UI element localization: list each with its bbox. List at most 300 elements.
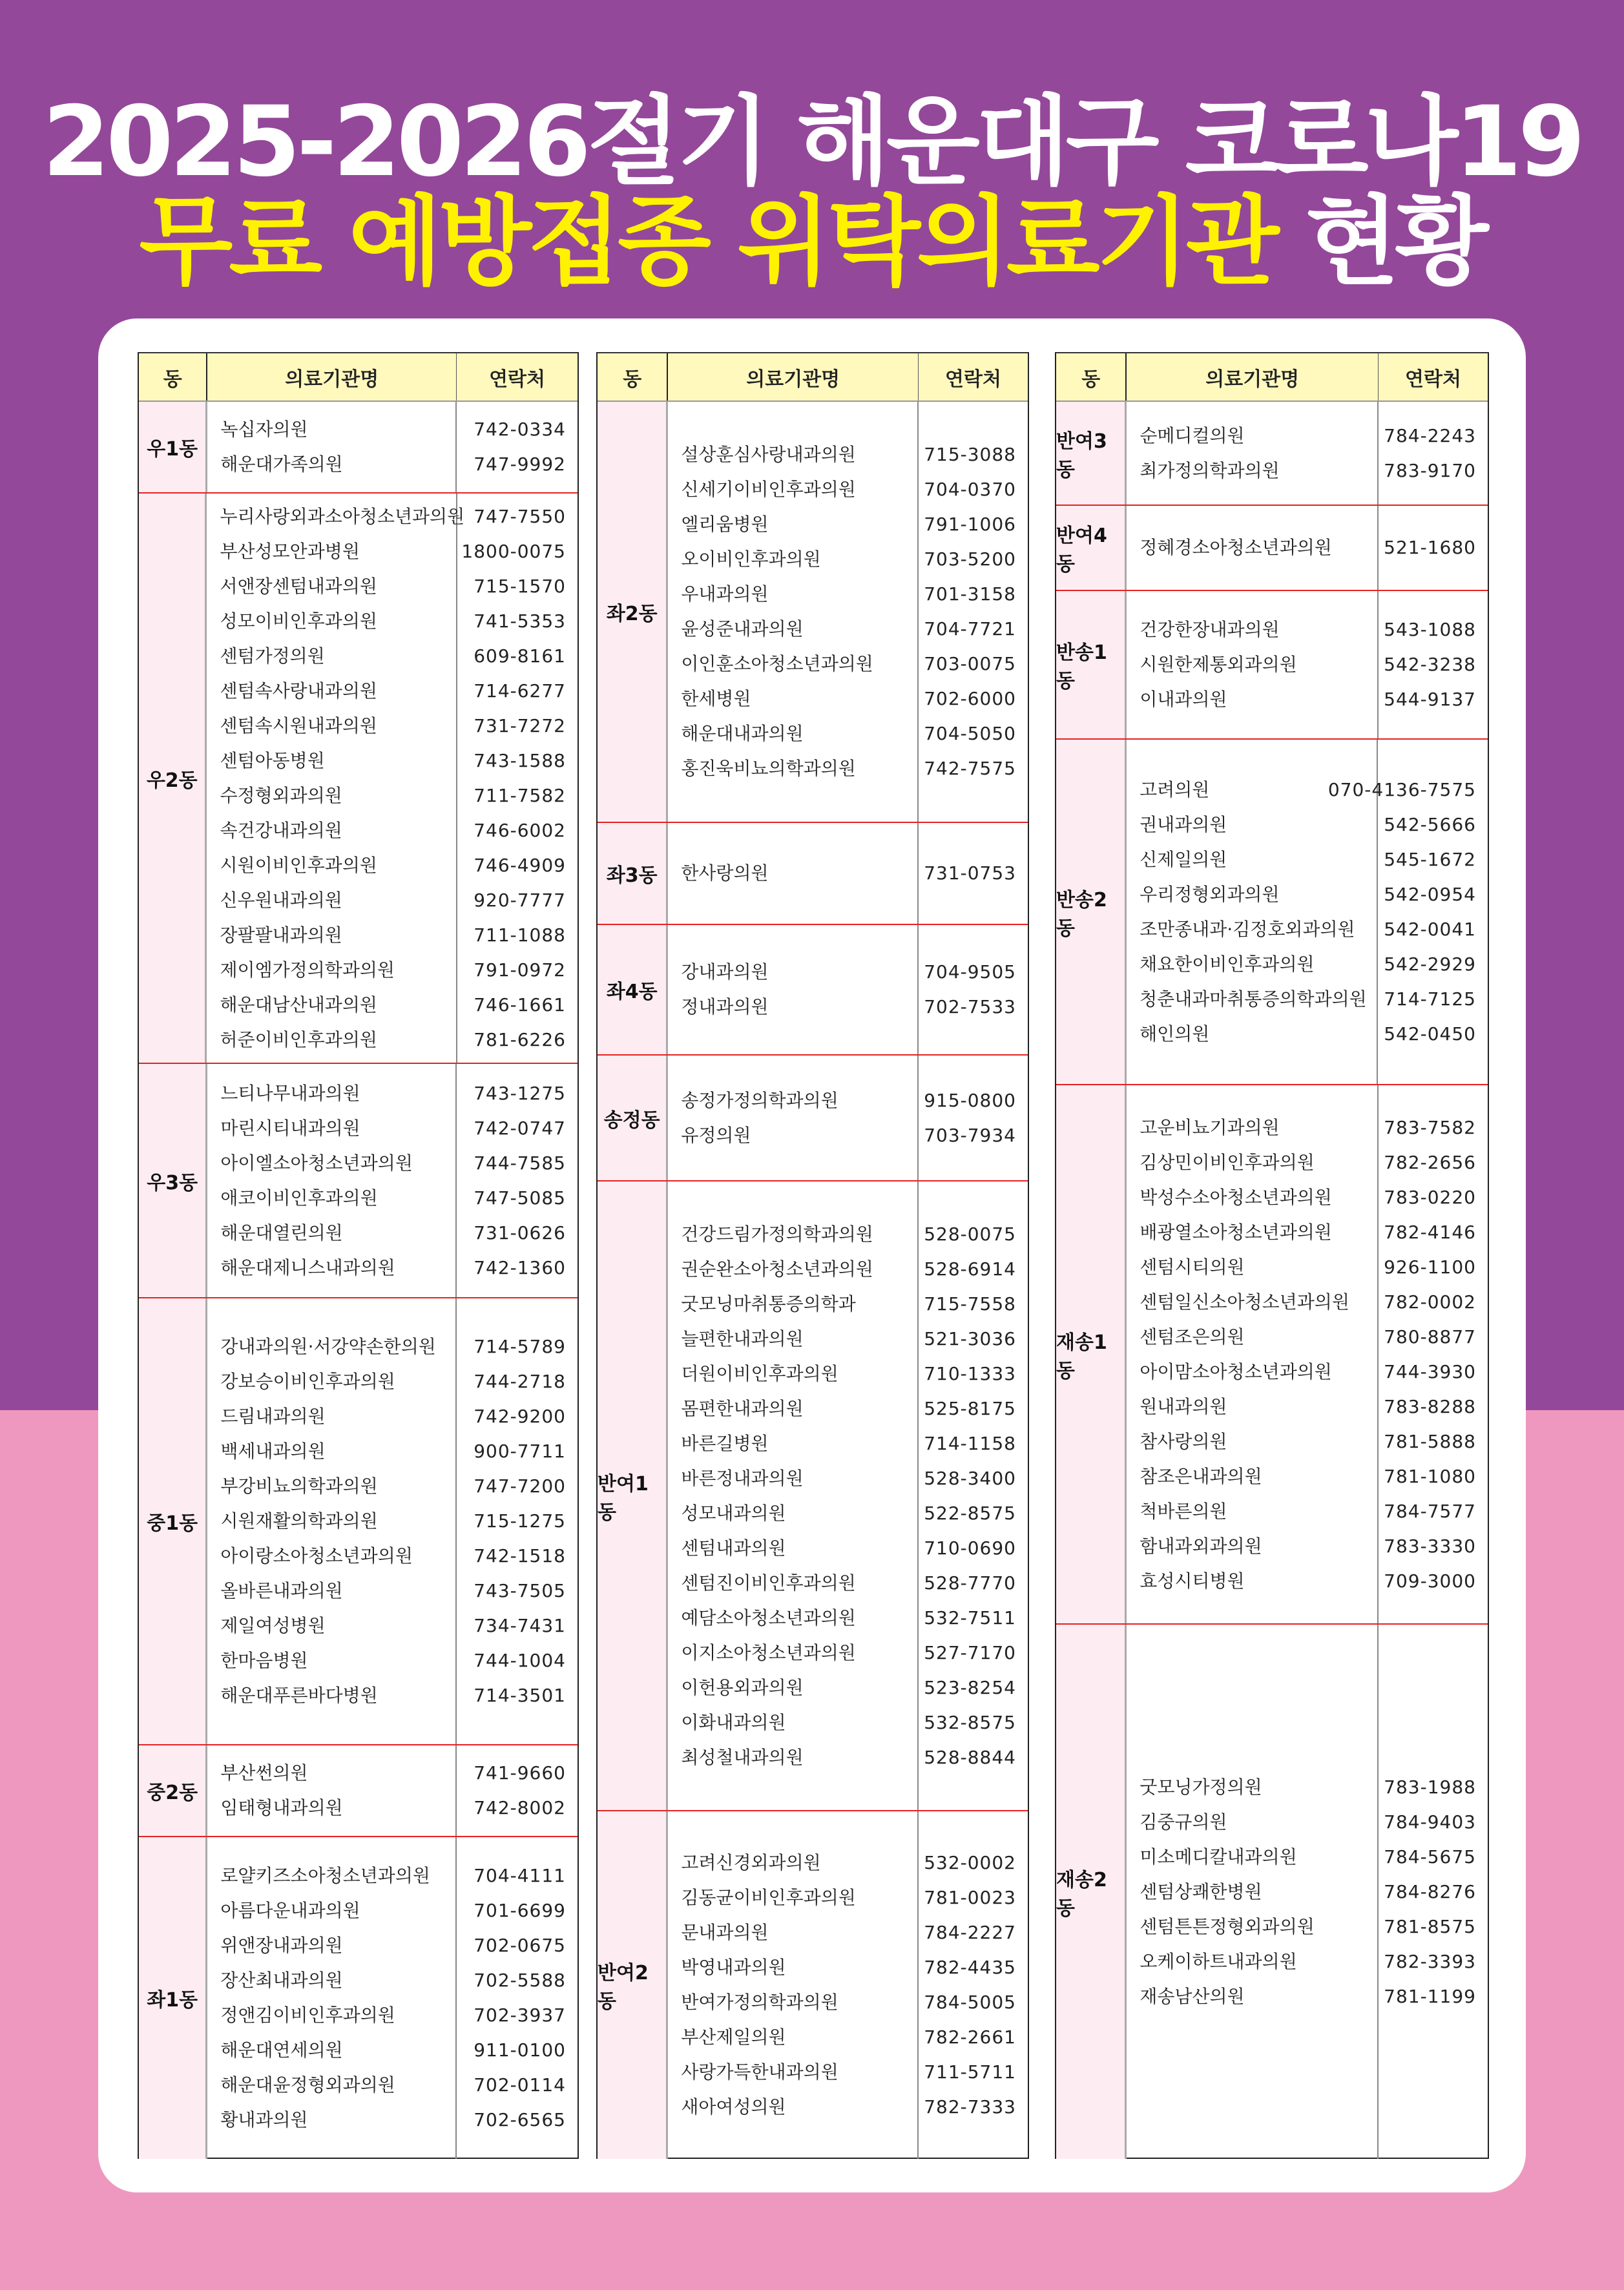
dong-label: 반여2동 bbox=[598, 1811, 668, 2159]
clinic-phone: 714-5789 bbox=[474, 1336, 566, 1357]
clinic-phone: 744-7585 bbox=[474, 1152, 566, 1174]
clinic-name: 이인훈소아청소년과의원 bbox=[681, 653, 873, 674]
clinic-name: 최성철내과의원 bbox=[681, 1746, 804, 1768]
clinic-name: 부산제일의원 bbox=[681, 2026, 786, 2048]
clinic-phone: 746-6002 bbox=[474, 819, 566, 841]
clinic-name: 강내과의원 bbox=[681, 961, 769, 983]
dong-group bbox=[1056, 506, 1488, 591]
clinic-name-column bbox=[668, 925, 919, 1054]
clinic-phone: 791-0972 bbox=[474, 959, 566, 981]
clinic-name: 신제일의원 bbox=[1140, 848, 1227, 870]
clinic-phone: 782-2656 bbox=[1384, 1151, 1476, 1173]
clinic-name: 성모이비인후과의원 bbox=[220, 610, 377, 632]
dong-group bbox=[139, 1298, 578, 1745]
clinic-name: 김동균이비인후과의원 bbox=[681, 1887, 856, 1908]
clinic-name: 시원이비인후과의원 bbox=[220, 854, 377, 876]
clinic-phone: 704-5050 bbox=[924, 723, 1016, 744]
clinic-phone: 703-0075 bbox=[924, 653, 1016, 674]
table-header bbox=[139, 353, 578, 402]
clinic-name: 아름다운내과의원 bbox=[220, 1900, 360, 1921]
clinic-name: 서앤장센텀내과의원 bbox=[220, 575, 377, 597]
table-header bbox=[1056, 353, 1488, 402]
clinic-phone: 783-9170 bbox=[1384, 459, 1476, 481]
clinic-phone: 710-0690 bbox=[924, 1537, 1016, 1559]
clinic-phone: 782-0002 bbox=[1384, 1291, 1476, 1313]
dong-group bbox=[139, 1837, 578, 2159]
clinic-phone: 742-0334 bbox=[474, 419, 566, 440]
clinic-phone: 782-4435 bbox=[924, 1957, 1016, 1978]
clinic-name: 최가정의학과의원 bbox=[1140, 459, 1280, 481]
clinic-name: 정앤김이비인후과의원 bbox=[220, 2004, 395, 2026]
clinic-name-column bbox=[207, 1745, 457, 1836]
clinic-name: 녹십자의원 bbox=[220, 419, 308, 440]
page-title-highlight: 무료 예방접종 위탁의료기관 bbox=[139, 186, 1276, 298]
dong-label: 좌1동 bbox=[139, 1837, 207, 2159]
dong-label: 좌4동 bbox=[598, 925, 668, 1054]
clinic-phone: 742-1518 bbox=[474, 1545, 566, 1567]
clinic-name: 이내과의원 bbox=[1140, 689, 1227, 710]
clinic-phone: 528-6914 bbox=[924, 1258, 1016, 1280]
clinic-phone: 701-3158 bbox=[924, 583, 1016, 605]
header-phone: 연락처 bbox=[1405, 368, 1461, 391]
clinic-phone: 542-5666 bbox=[1384, 813, 1476, 835]
clinic-phone: 784-8276 bbox=[1384, 1880, 1476, 1902]
dong-group bbox=[598, 925, 1028, 1056]
clinic-phone: 703-5200 bbox=[924, 548, 1016, 570]
clinic-name: 김상민이비인후과의원 bbox=[1140, 1151, 1315, 1173]
clinic-phone: 521-1680 bbox=[1384, 537, 1476, 558]
clinic-name: 재송남산의원 bbox=[1140, 1985, 1245, 2007]
clinic-phone: 742-1360 bbox=[474, 1256, 566, 1278]
clinic-phone: 783-0220 bbox=[1384, 1186, 1476, 1208]
clinic-name: 센텀튼튼정형외과의원 bbox=[1140, 1915, 1315, 1937]
clinic-phone-column bbox=[457, 1064, 578, 1297]
clinic-name: 송정가정의학과의원 bbox=[681, 1089, 838, 1111]
header-dong: 동 bbox=[139, 353, 207, 401]
clinic-phone: 747-9992 bbox=[474, 453, 566, 475]
dong-group bbox=[1056, 402, 1488, 506]
dong-group bbox=[139, 1064, 578, 1298]
clinic-phone: 731-7272 bbox=[474, 714, 566, 736]
clinic-phone: 702-6000 bbox=[924, 688, 1016, 709]
clinic-name: 오이비인후과의원 bbox=[681, 548, 821, 570]
clinic-name: 몸편한내과의원 bbox=[681, 1397, 804, 1419]
clinic-name-column bbox=[1127, 1085, 1379, 1623]
dong-label: 재송1동 bbox=[1056, 1085, 1127, 1623]
clinic-name: 신세기이비인후과의원 bbox=[681, 479, 856, 500]
dong-label: 반여1동 bbox=[598, 1181, 668, 1810]
clinic-phone: 784-2243 bbox=[1384, 424, 1476, 446]
clinic-name-column bbox=[668, 402, 919, 822]
clinic-name: 건강한장내과의원 bbox=[1140, 619, 1280, 640]
clinic-name: 건강드림가정의학과의원 bbox=[681, 1223, 873, 1245]
dong-group bbox=[139, 402, 578, 494]
clinic-name-column bbox=[668, 823, 919, 924]
clinic-phone: 741-9660 bbox=[474, 1762, 566, 1784]
clinic-name-column bbox=[207, 494, 465, 1063]
clinic-name: 해운대남산내과의원 bbox=[220, 994, 377, 1015]
table-header bbox=[598, 353, 1028, 402]
clinic-name: 사랑가득한내과의원 bbox=[681, 2061, 838, 2083]
clinic-phone: 704-4111 bbox=[474, 1865, 566, 1886]
dong-label: 우3동 bbox=[139, 1064, 207, 1297]
clinic-phone: 746-1661 bbox=[474, 994, 566, 1015]
clinic-name: 허준이비인후과의원 bbox=[220, 1028, 377, 1050]
clinic-phone: 900-7711 bbox=[474, 1441, 566, 1462]
clinic-name: 한마음병원 bbox=[220, 1650, 308, 1671]
clinic-name: 유정의원 bbox=[681, 1124, 751, 1146]
dong-group bbox=[1056, 740, 1488, 1085]
clinic-name: 오케이하트내과의원 bbox=[1140, 1950, 1297, 1972]
header-phone: 연락처 bbox=[489, 368, 546, 391]
clinic-phone: 780-8877 bbox=[1384, 1326, 1476, 1348]
clinic-phone: 523-8254 bbox=[924, 1676, 1016, 1698]
clinic-phone: 704-0370 bbox=[924, 479, 1016, 500]
page-title-line2 bbox=[0, 187, 1624, 297]
clinic-name: 강보승이비인후과의원 bbox=[220, 1371, 395, 1392]
clinic-name: 해운대푸른바다병원 bbox=[220, 1685, 378, 1706]
clinic-name: 이지소아청소년과의원 bbox=[681, 1641, 856, 1663]
clinic-name: 바른길병원 bbox=[681, 1432, 769, 1454]
clinic-name: 해운대내과의원 bbox=[681, 723, 804, 744]
clinic-phone: 702-7533 bbox=[924, 996, 1016, 1017]
clinic-phone: 743-1275 bbox=[474, 1082, 566, 1104]
clinic-name: 김중규의원 bbox=[1140, 1811, 1227, 1833]
clinic-phone: 744-2718 bbox=[474, 1371, 566, 1392]
clinic-name: 굿모닝마취통증의학과 bbox=[681, 1293, 856, 1315]
header-dong: 동 bbox=[1056, 353, 1127, 401]
clinic-name: 장산최내과의원 bbox=[220, 1970, 343, 1991]
clinic-name: 해운대제니스내과의원 bbox=[220, 1256, 395, 1278]
clinic-name-column bbox=[668, 1811, 919, 2159]
clinic-phone: 527-7170 bbox=[924, 1641, 1016, 1663]
clinic-name: 예담소아청소년과의원 bbox=[681, 1607, 856, 1629]
clinic-name: 느티나무내과의원 bbox=[220, 1082, 360, 1104]
clinic-name-column bbox=[1127, 402, 1379, 505]
dong-label: 중2동 bbox=[139, 1745, 207, 1836]
dong-group bbox=[598, 1181, 1028, 1811]
clinic-name: 함내과외과의원 bbox=[1140, 1535, 1262, 1557]
clinic-phone: 781-8575 bbox=[1384, 1915, 1476, 1937]
clinic-phone: 714-3501 bbox=[474, 1685, 566, 1706]
clinic-phone: 744-3930 bbox=[1384, 1360, 1476, 1382]
clinic-phone: 742-7575 bbox=[924, 758, 1016, 779]
clinic-phone: 742-0747 bbox=[474, 1117, 566, 1139]
clinic-phone: 781-5888 bbox=[1384, 1430, 1476, 1452]
clinic-name: 올바른내과의원 bbox=[220, 1580, 343, 1601]
clinic-name: 해운대연세의원 bbox=[220, 2039, 343, 2061]
clinic-phone: 731-0626 bbox=[474, 1222, 566, 1244]
dong-label: 반여3동 bbox=[1056, 402, 1127, 505]
dong-label: 우2동 bbox=[139, 494, 207, 1063]
clinic-phone: 701-6699 bbox=[474, 1900, 566, 1921]
clinic-phone: 781-0023 bbox=[924, 1887, 1016, 1908]
clinic-name: 순메디컬의원 bbox=[1140, 424, 1245, 446]
clinic-phone: 781-6226 bbox=[474, 1028, 566, 1050]
clinic-phone: 784-7577 bbox=[1384, 1500, 1476, 1522]
clinic-phone: 542-0041 bbox=[1384, 918, 1476, 940]
clinic-name: 더원이비인후과의원 bbox=[681, 1362, 838, 1384]
clinic-name: 새아여성의원 bbox=[681, 2096, 786, 2118]
clinic-phone: 521-3036 bbox=[924, 1327, 1016, 1349]
clinic-name: 마린시티내과의원 bbox=[220, 1117, 360, 1139]
clinic-name: 드림내과의원 bbox=[220, 1406, 326, 1427]
clinic-phone: 784-5005 bbox=[924, 1992, 1016, 2013]
clinic-name: 센텀속사랑내과의원 bbox=[220, 680, 377, 702]
clinic-phone: 915-0800 bbox=[924, 1089, 1016, 1111]
clinic-name: 임태형내과의원 bbox=[220, 1797, 343, 1818]
page-title-rest: 현황 bbox=[1305, 186, 1485, 298]
dong-group bbox=[598, 823, 1028, 925]
clinic-phone: 532-8575 bbox=[924, 1711, 1016, 1733]
clinic-name: 홍진욱비뇨의학과의원 bbox=[681, 758, 856, 779]
clinic-name: 애코이비인후과의원 bbox=[220, 1187, 378, 1209]
clinic-phone: 783-7582 bbox=[1384, 1116, 1476, 1138]
clinic-name-column bbox=[1127, 1625, 1379, 2159]
clinic-name: 배광열소아청소년과의원 bbox=[1140, 1221, 1332, 1243]
clinic-phone-column bbox=[919, 402, 1028, 822]
dong-label: 반송2동 bbox=[1056, 740, 1127, 1084]
clinic-phone: 710-1333 bbox=[924, 1362, 1016, 1384]
dong-group bbox=[139, 1745, 578, 1837]
clinic-phone: 704-9505 bbox=[924, 961, 1016, 983]
clinic-name: 미소메디칼내과의원 bbox=[1140, 1846, 1297, 1868]
clinic-phone: 782-4146 bbox=[1384, 1221, 1476, 1243]
header-name: 의료기관명 bbox=[207, 353, 457, 401]
clinic-phone: 747-5085 bbox=[474, 1187, 566, 1209]
dong-group bbox=[139, 494, 578, 1064]
clinic-phone: 746-4909 bbox=[474, 854, 566, 876]
clinic-phone: 528-8844 bbox=[924, 1746, 1016, 1768]
clinic-phone: 544-9137 bbox=[1384, 689, 1476, 710]
clinic-phone: 528-3400 bbox=[924, 1467, 1016, 1489]
clinic-phone: 702-0675 bbox=[474, 1935, 566, 1956]
clinic-name: 효성시티병원 bbox=[1140, 1570, 1245, 1592]
clinic-name: 윤성준내과의원 bbox=[681, 618, 804, 640]
clinic-phone-column bbox=[1327, 740, 1488, 1084]
clinic-phone: 714-1158 bbox=[924, 1432, 1016, 1454]
clinic-name: 센텀일신소아청소년과의원 bbox=[1140, 1291, 1349, 1313]
clinic-phone: 714-7125 bbox=[1384, 988, 1476, 1010]
clinic-name: 센텀시티의원 bbox=[1140, 1256, 1245, 1278]
clinic-name: 부산성모안과병원 bbox=[220, 540, 360, 562]
clinic-phone: 070-4136-7575 bbox=[1327, 778, 1476, 800]
clinic-phone: 731-0753 bbox=[924, 862, 1016, 884]
clinic-name: 아이맘소아청소년과의원 bbox=[1140, 1360, 1332, 1382]
clinic-name: 정내과의원 bbox=[681, 996, 769, 1017]
dong-group bbox=[1056, 591, 1488, 740]
clinic-phone: 711-5711 bbox=[924, 2061, 1016, 2083]
clinic-phone: 542-0954 bbox=[1384, 883, 1476, 905]
clinic-phone-column bbox=[457, 1837, 578, 2159]
clinic-phone-column bbox=[919, 823, 1028, 924]
dong-group bbox=[598, 1811, 1028, 2159]
clinic-name: 해운대가족의원 bbox=[220, 453, 343, 475]
dong-group bbox=[1056, 1625, 1488, 2159]
clinic-name: 센텀아동병원 bbox=[220, 749, 325, 771]
clinic-phone: 782-2661 bbox=[924, 2026, 1016, 2048]
dong-label: 재송2동 bbox=[1056, 1625, 1127, 2159]
clinic-name-column bbox=[668, 1056, 919, 1180]
clinic-name: 청춘내과마취통증의학과의원 bbox=[1140, 988, 1367, 1010]
clinic-phone: 542-3238 bbox=[1384, 654, 1476, 675]
clinic-name: 부강비뇨의학과의원 bbox=[220, 1475, 378, 1497]
clinic-name-column bbox=[668, 1181, 919, 1810]
clinic-phone: 542-0450 bbox=[1384, 1023, 1476, 1045]
clinic-phone: 709-3000 bbox=[1384, 1570, 1476, 1592]
dong-group bbox=[1056, 1085, 1488, 1625]
clinic-phone: 734-7431 bbox=[474, 1615, 566, 1636]
clinic-table-2 bbox=[596, 352, 1029, 2159]
clinic-name: 우내과의원 bbox=[681, 583, 769, 605]
clinic-name: 고운비뇨기과의원 bbox=[1140, 1116, 1280, 1138]
clinic-phone: 711-7582 bbox=[474, 784, 566, 806]
clinic-phone: 711-1088 bbox=[474, 924, 566, 946]
clinic-phone: 747-7200 bbox=[474, 1475, 566, 1497]
clinic-name: 이화내과의원 bbox=[681, 1711, 786, 1733]
clinic-name: 박영내과의원 bbox=[681, 1957, 786, 1978]
clinic-phone: 783-1988 bbox=[1384, 1776, 1476, 1798]
clinic-phone-column bbox=[457, 1745, 578, 1836]
clinic-name: 강내과의원·서강약손한의원 bbox=[220, 1336, 436, 1357]
clinic-phone: 784-2227 bbox=[924, 1922, 1016, 1943]
header-dong: 동 bbox=[598, 353, 668, 401]
clinic-name: 제일여성병원 bbox=[220, 1615, 326, 1636]
clinic-phone: 532-7511 bbox=[924, 1607, 1016, 1629]
clinic-name: 설상훈심사랑내과의원 bbox=[681, 444, 856, 465]
clinic-name: 채요한이비인후과의원 bbox=[1140, 953, 1315, 975]
clinic-phone: 782-3393 bbox=[1384, 1950, 1476, 1972]
clinic-name: 누리사랑외과소아청소년과의원 bbox=[220, 505, 465, 527]
clinic-name: 센텀속시원내과의원 bbox=[220, 714, 377, 736]
dong-label: 좌2동 bbox=[598, 402, 668, 822]
clinic-name: 문내과의원 bbox=[681, 1922, 769, 1943]
clinic-name: 척바른의원 bbox=[1140, 1500, 1227, 1522]
clinic-name: 권내과의원 bbox=[1140, 813, 1227, 835]
clinic-phone: 525-8175 bbox=[924, 1397, 1016, 1419]
clinic-name: 센텀내과의원 bbox=[681, 1537, 786, 1559]
clinic-phone: 704-7721 bbox=[924, 618, 1016, 640]
clinic-phone: 528-0075 bbox=[924, 1223, 1016, 1245]
clinic-name: 센텀가정의원 bbox=[220, 645, 325, 667]
clinic-phone: 715-3088 bbox=[924, 444, 1016, 465]
clinic-name: 해인의원 bbox=[1140, 1023, 1210, 1045]
clinic-name: 센텀상쾌한병원 bbox=[1140, 1880, 1262, 1902]
clinic-name-column bbox=[207, 1837, 457, 2159]
clinic-phone-column bbox=[1379, 1625, 1488, 2159]
clinic-name: 바른정내과의원 bbox=[681, 1467, 804, 1489]
clinic-phone: 783-8288 bbox=[1384, 1395, 1476, 1417]
clinic-name: 한세병원 bbox=[681, 688, 751, 709]
clinic-name: 신우원내과의원 bbox=[220, 889, 342, 911]
clinic-phone-column bbox=[919, 1181, 1028, 1810]
clinic-phone: 1800-0075 bbox=[461, 540, 566, 562]
clinic-phone: 532-0002 bbox=[924, 1852, 1016, 1873]
clinic-name: 속건강내과의원 bbox=[220, 819, 342, 841]
clinic-phone-column bbox=[1379, 1085, 1488, 1623]
header-phone: 연락처 bbox=[945, 368, 1001, 391]
dong-label: 중1동 bbox=[139, 1298, 207, 1744]
clinic-name: 원내과의원 bbox=[1140, 1395, 1227, 1417]
clinic-phone: 609-8161 bbox=[474, 645, 566, 667]
clinic-name-column bbox=[207, 1298, 457, 1744]
clinic-phone: 545-1672 bbox=[1384, 848, 1476, 870]
page-title-line1: 2025-2026절기 해운대구 코로나19 bbox=[42, 86, 1582, 198]
clinic-phone-column bbox=[1379, 506, 1488, 590]
clinic-phone: 715-1275 bbox=[474, 1510, 566, 1532]
clinic-name-column bbox=[207, 1064, 457, 1297]
clinic-phone: 742-9200 bbox=[474, 1406, 566, 1427]
clinic-name: 수정형외과의원 bbox=[220, 784, 342, 806]
clinic-name: 고려의원 bbox=[1140, 778, 1210, 800]
clinic-name: 센텀진이비인후과의원 bbox=[681, 1572, 856, 1594]
clinic-name: 장팔팔내과의원 bbox=[220, 924, 342, 946]
clinic-phone: 747-7550 bbox=[474, 505, 566, 527]
clinic-name: 제이엠가정의학과의원 bbox=[220, 959, 395, 981]
clinic-phone: 781-1080 bbox=[1384, 1465, 1476, 1487]
dong-label: 우1동 bbox=[139, 402, 207, 492]
clinic-phone: 742-8002 bbox=[474, 1797, 566, 1818]
clinic-phone: 702-3937 bbox=[474, 2004, 566, 2026]
clinic-name: 아이엘소아청소년과의원 bbox=[220, 1152, 413, 1174]
clinic-table-1 bbox=[138, 352, 579, 2159]
clinic-name: 로얄키즈소아청소년과의원 bbox=[220, 1865, 430, 1886]
clinic-phone: 543-1088 bbox=[1384, 619, 1476, 640]
clinic-phone: 702-6565 bbox=[474, 2109, 566, 2130]
clinic-name: 조만종내과·김정호외과의원 bbox=[1140, 918, 1355, 940]
clinic-name: 이헌용외과의원 bbox=[681, 1676, 804, 1698]
clinic-name: 해운대열린의원 bbox=[220, 1222, 343, 1244]
clinic-name-column bbox=[207, 402, 457, 492]
clinic-name: 성모내과의원 bbox=[681, 1502, 786, 1524]
clinic-name: 아이랑소아청소년과의원 bbox=[220, 1545, 413, 1567]
clinic-phone: 542-2929 bbox=[1384, 953, 1476, 975]
clinic-phone: 528-7770 bbox=[924, 1572, 1016, 1594]
clinic-phone: 522-8575 bbox=[924, 1502, 1016, 1524]
clinic-phone-column bbox=[1379, 402, 1488, 505]
clinic-name: 부산썬의원 bbox=[220, 1762, 308, 1784]
clinic-phone: 784-9403 bbox=[1384, 1811, 1476, 1833]
dong-label: 송정동 bbox=[598, 1056, 668, 1180]
clinic-name: 참조은내과의원 bbox=[1140, 1465, 1262, 1487]
clinic-name: 고려신경외과의원 bbox=[681, 1852, 821, 1873]
clinic-name: 해운대윤정형외과의원 bbox=[220, 2074, 395, 2096]
dong-group bbox=[598, 402, 1028, 823]
clinic-phone: 715-7558 bbox=[924, 1293, 1016, 1315]
clinic-phone: 920-7777 bbox=[474, 889, 566, 911]
clinic-name: 엘리움병원 bbox=[681, 514, 769, 535]
clinic-phone: 783-3330 bbox=[1384, 1535, 1476, 1557]
clinic-phone: 703-7934 bbox=[924, 1124, 1016, 1146]
clinic-phone: 791-1006 bbox=[924, 514, 1016, 535]
clinic-phone: 784-5675 bbox=[1384, 1846, 1476, 1868]
clinic-name: 박성수소아청소년과의원 bbox=[1140, 1186, 1332, 1208]
clinic-phone: 781-1199 bbox=[1384, 1985, 1476, 2007]
clinic-name: 정혜경소아청소년과의원 bbox=[1140, 537, 1332, 558]
clinic-name: 굿모닝가정의원 bbox=[1140, 1776, 1262, 1798]
clinic-phone-column bbox=[457, 1298, 578, 1744]
clinic-phone: 741-5353 bbox=[474, 610, 566, 632]
clinic-phone: 702-0114 bbox=[474, 2074, 566, 2096]
dong-label: 반송1동 bbox=[1056, 591, 1127, 738]
clinic-name: 센텀조은의원 bbox=[1140, 1326, 1245, 1348]
clinic-name: 황내과의원 bbox=[220, 2109, 308, 2130]
clinic-phone: 743-1588 bbox=[474, 749, 566, 771]
clinic-phone-column bbox=[457, 494, 578, 1063]
clinic-phone-column bbox=[457, 402, 578, 492]
clinic-phone-column bbox=[919, 1056, 1028, 1180]
clinic-name: 위앤장내과의원 bbox=[220, 1935, 343, 1956]
